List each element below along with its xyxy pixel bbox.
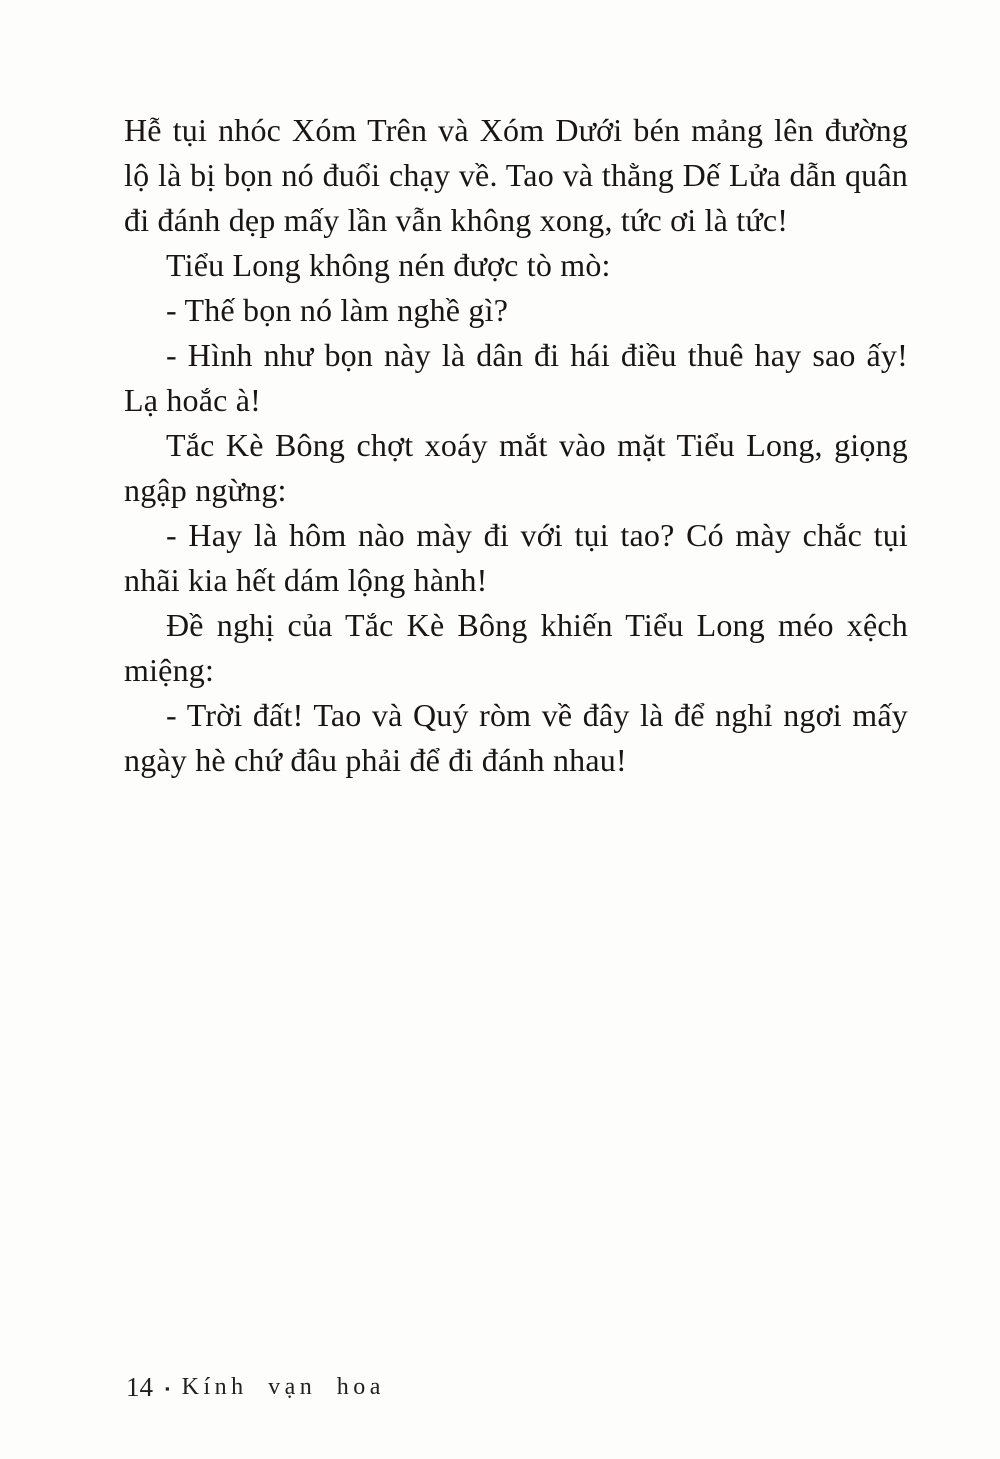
book-title: Kính vạn hoa [181,1374,385,1400]
page-footer [126,1372,385,1403]
paragraph: - Hình như bọn này là dân đi hái điều thuê hay sao ấy! Lạ hoắc à! [124,337,908,418]
paragraph: Tắc Kè Bông chợt xoáy mắt vào mặt Tiểu Long, giọng ngập ngừng: [124,427,908,508]
paragraph: - Trời đất! Tao và Quý ròm về đây là để nghỉ ngơi mấy ngày hè chứ đâu phải để đi đánh nhau! [124,697,908,778]
body-text [124,108,908,783]
paragraph: Tiểu Long không nén được tò mò: [166,247,611,283]
paragraph: - Hay là hôm nào mày đi với tụi tao? Có mày chắc tụi nhãi kia hết dám lộng hành! [124,517,908,598]
square-bullet-icon: ▪ [165,1380,170,1396]
paragraph: Hễ tụi nhóc Xóm Trên và Xóm Dưới bén mảng lên đường lộ là bị bọn nó đuổi chạy về. Tao và thằng Dế Lửa dẫn quân đi đánh dẹp mấy lần vẫn không xong, tức ơi là tức! [124,112,908,238]
paragraph: Đề nghị của Tắc Kè Bông khiến Tiểu Long méo xệch miệng: [124,607,908,688]
page-number: 14 [126,1372,153,1402]
paragraph: - Thế bọn nó làm nghề gì? [166,292,509,328]
